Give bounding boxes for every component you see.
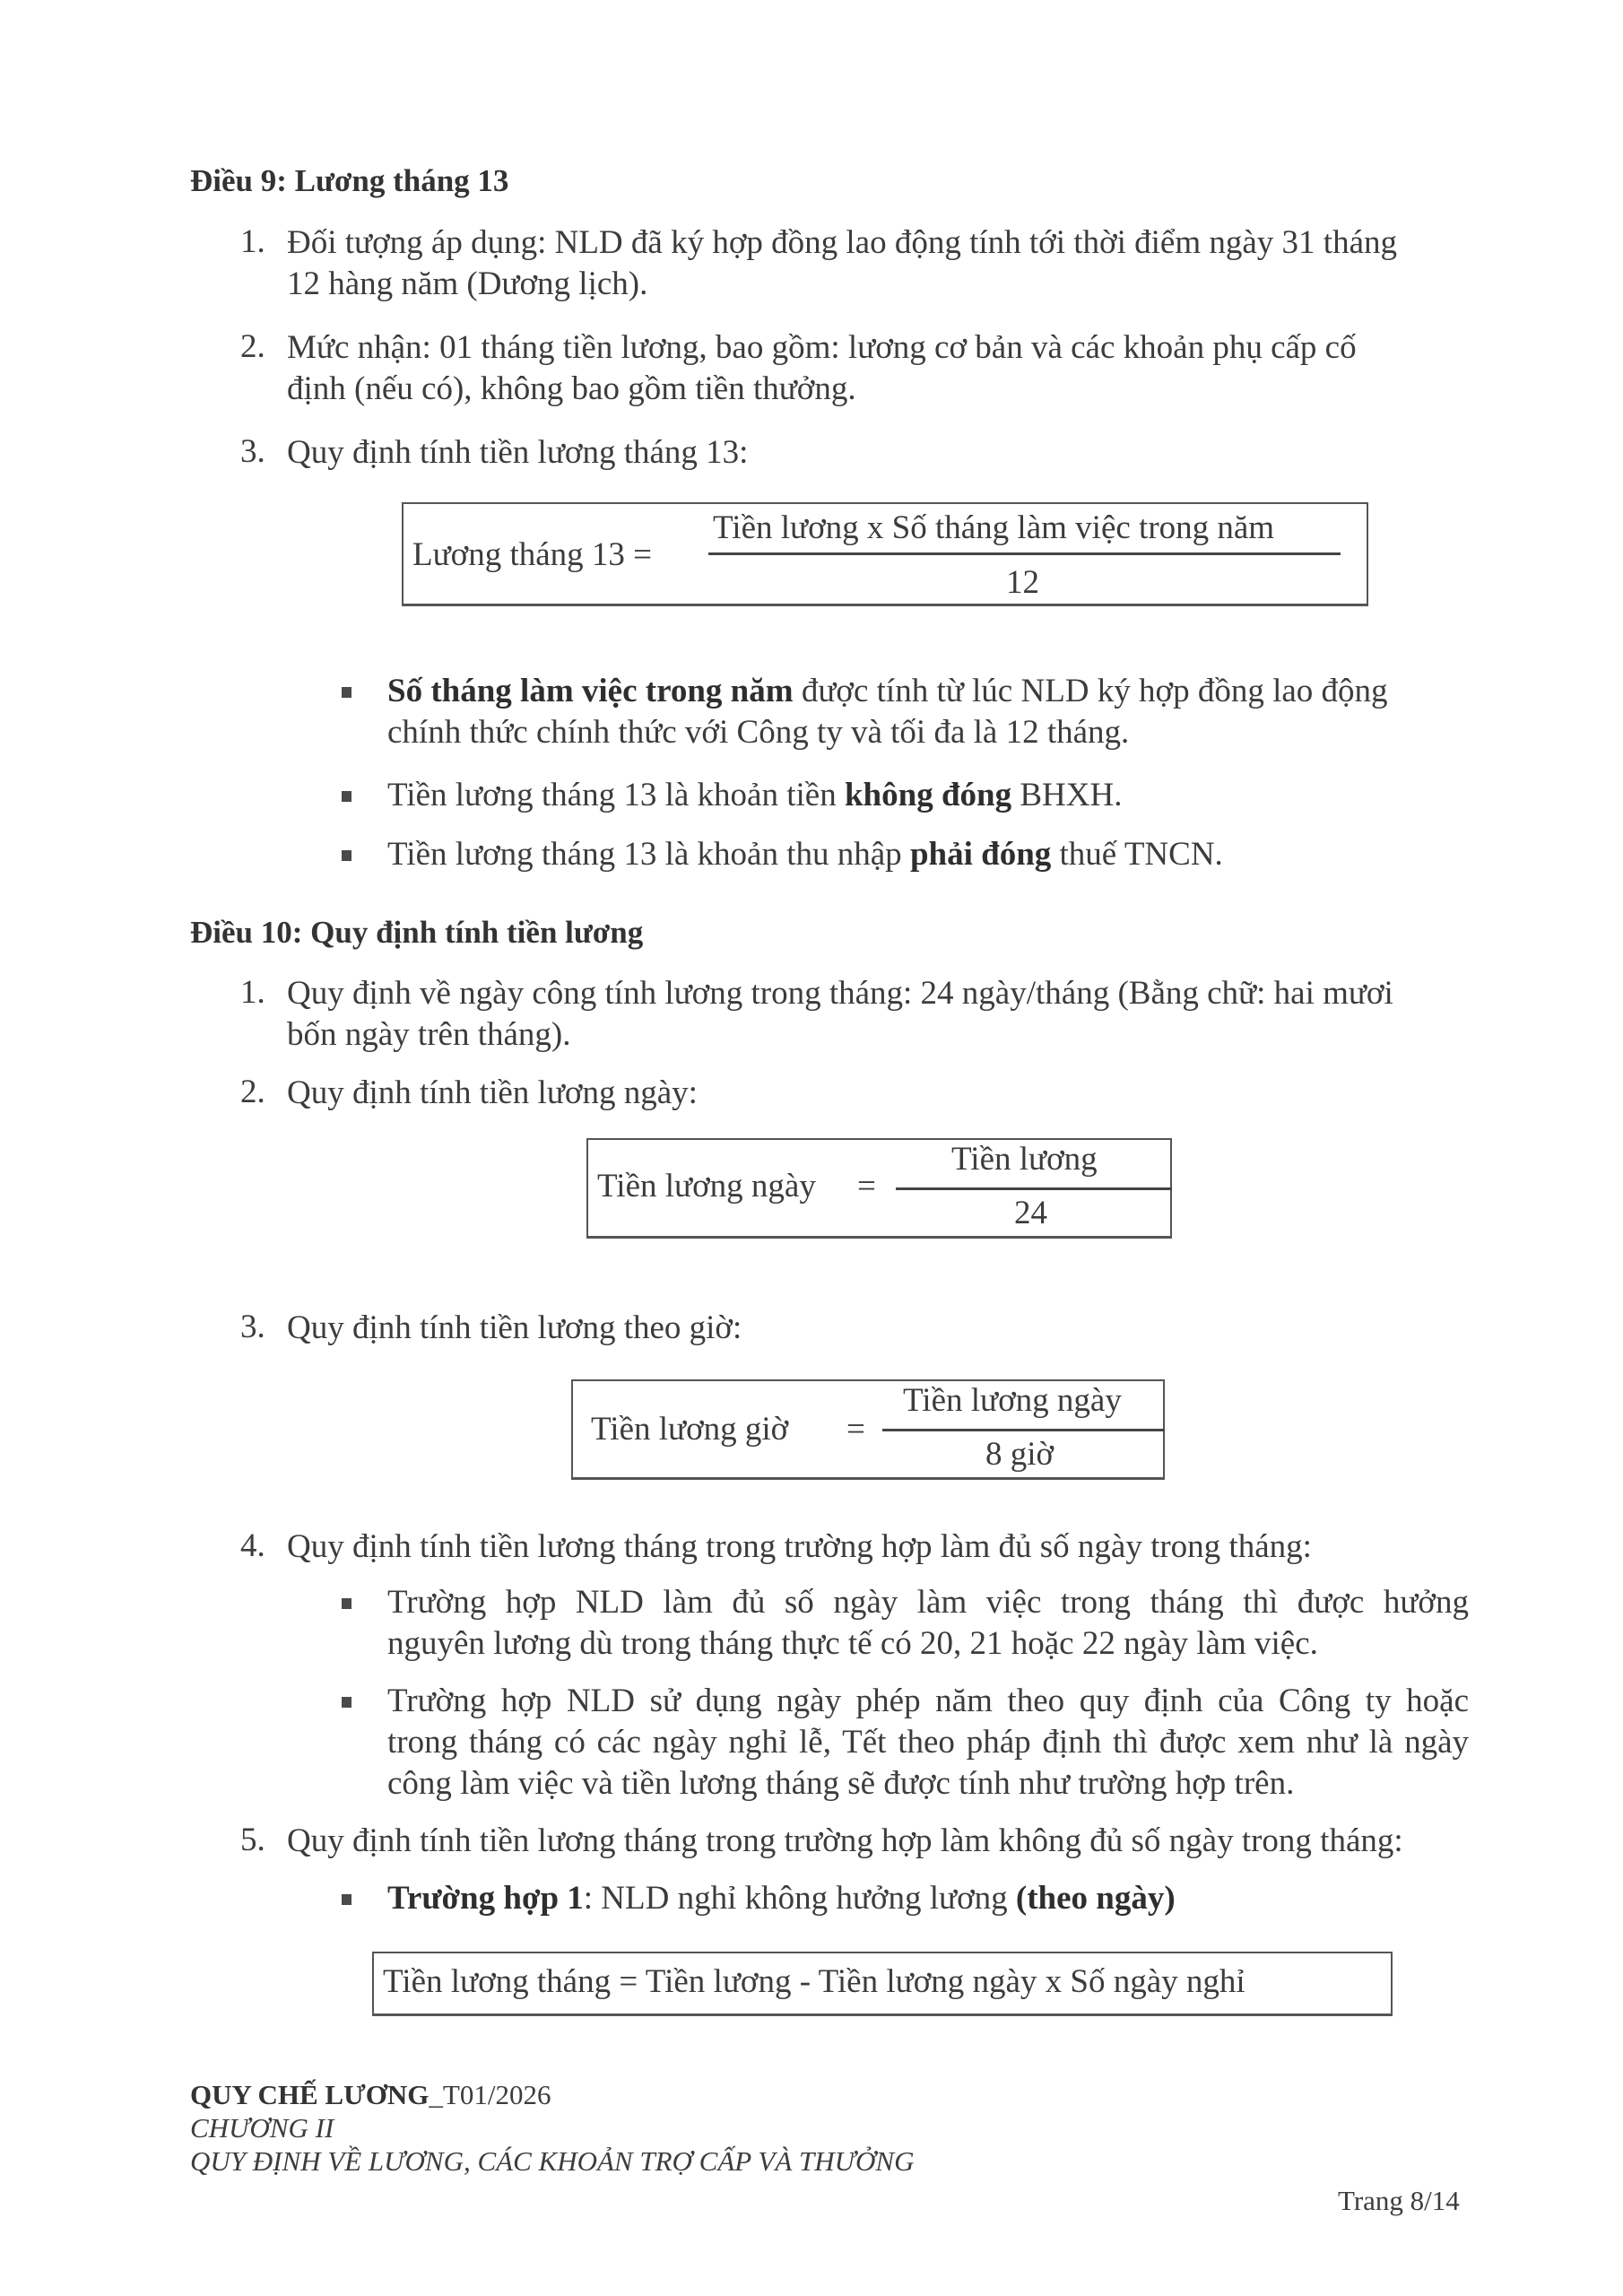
text: thuế TNCN. xyxy=(1051,836,1223,873)
article-10-title: Điều 10: Quy định tính tiền lương xyxy=(190,915,644,950)
bullet-item xyxy=(387,1878,1176,1919)
bullet-item xyxy=(387,834,1223,875)
text: được tính từ lúc NLD ký hợp đồng lao động xyxy=(793,673,1388,709)
formula-numerator: Tiền lương x Số tháng làm việc trong năm xyxy=(713,509,1275,546)
formula-numerator: Tiền lương xyxy=(951,1141,1098,1178)
article-9-title: Điều 9: Lương tháng 13 xyxy=(190,163,509,198)
list-item-line: Quy định về ngày công tính lương trong tháng: 24 ngày/tháng (Bằng chữ: hai mươi xyxy=(287,975,1393,1012)
bold-text: Trường hợp 1 xyxy=(387,1880,584,1917)
list-number: 5. xyxy=(240,1822,265,1858)
page-number: Trang 8/14 xyxy=(1338,2185,1460,2216)
list-item: Quy định tính tiền lương tháng trong trường hợp làm đủ số ngày trong tháng: xyxy=(287,1528,1312,1565)
text: Trường hợp NLD sử dụng ngày phép năm theo quy định của Công ty hoặc xyxy=(387,1683,1469,1719)
fraction-bar xyxy=(882,1429,1165,1431)
formula-denominator: 12 xyxy=(1006,564,1039,601)
text: trong tháng có các ngày nghỉ lễ, Tết theo pháp định thì được xem như là ngày xyxy=(387,1724,1469,1761)
list-item: Quy định tính tiền lương ngày: xyxy=(287,1074,698,1111)
fraction-bar xyxy=(896,1187,1172,1190)
text: BHXH. xyxy=(1011,777,1123,813)
formula-equals: = xyxy=(857,1168,876,1205)
list-number: 1. xyxy=(240,974,265,1011)
formula-hourly-wage-box xyxy=(571,1379,1165,1480)
bullet-item xyxy=(387,671,1388,753)
bold-text: phải đóng xyxy=(909,836,1052,873)
formula-lhs: Tiền lương ngày xyxy=(597,1168,816,1205)
list-item-line: Đối tượng áp dụng: NLD đã ký hợp đồng lao động tính tới thời điểm ngày 31 tháng xyxy=(287,224,1398,261)
bullet-item xyxy=(387,1681,1469,1805)
text: : NLD nghỉ không hưởng lương xyxy=(583,1880,1016,1917)
bold-text: Số tháng làm việc trong năm xyxy=(387,673,794,709)
list-number: 2. xyxy=(240,1074,265,1110)
list-item-line: 12 hàng năm (Dương lịch). xyxy=(287,265,648,302)
list-item-line: bốn ngày trên tháng). xyxy=(287,1016,571,1053)
formula-lhs: Lương tháng 13 = xyxy=(412,536,653,573)
bullet-icon xyxy=(342,791,352,802)
list-number: 3. xyxy=(240,433,265,470)
doc-name: QUY CHẾ LƯƠNG xyxy=(190,2079,430,2110)
formula-numerator: Tiền lương ngày xyxy=(903,1382,1122,1419)
text: công làm việc và tiền lương tháng sẽ được tính như trường hợp trên. xyxy=(387,1765,1295,1802)
list-item-line: Mức nhận: 01 tháng tiền lương, bao gồm: lương cơ bản và các khoản phụ cấp cố xyxy=(287,329,1357,366)
formula-equals: = xyxy=(846,1411,865,1448)
bullet-icon xyxy=(342,687,352,698)
list-item: Quy định tính tiền lương theo giờ: xyxy=(287,1309,742,1346)
bullet-icon xyxy=(342,1894,352,1905)
footer-doc-title xyxy=(190,2079,551,2111)
text: nguyên lương dù trong tháng thực tế có 20, 21 hoặc 22 ngày làm việc. xyxy=(387,1625,1318,1662)
footer-chapter: CHƯƠNG II xyxy=(190,2112,334,2144)
list-number: 4. xyxy=(240,1527,265,1564)
bullet-item xyxy=(387,1582,1469,1665)
list-item: Quy định tính tiền lương tháng 13: xyxy=(287,434,749,471)
formula-monthly-wage-box xyxy=(372,1952,1393,2016)
bold-text: không đóng xyxy=(844,777,1012,813)
formula-text: Tiền lương tháng = Tiền lương - Tiền lương ngày x Số ngày nghỉ xyxy=(383,1963,1245,2000)
bullet-item xyxy=(387,775,1122,816)
list-number: 2. xyxy=(240,328,265,365)
list-item xyxy=(287,973,1393,1056)
list-item: Quy định tính tiền lương tháng trong trường hợp làm không đủ số ngày trong tháng: xyxy=(287,1822,1403,1859)
text: chính thức chính thức với Công ty và tối đa là 12 tháng. xyxy=(387,714,1130,751)
formula-lhs: Tiền lương giờ xyxy=(591,1411,789,1448)
footer-chapter-title: QUY ĐỊNH VỀ LƯƠNG, CÁC KHOẢN TRỢ CẤP VÀ THƯỞNG xyxy=(190,2145,915,2177)
formula-daily-wage-box xyxy=(586,1138,1172,1239)
formula-13th-month-box xyxy=(402,502,1368,606)
list-number: 3. xyxy=(240,1309,265,1345)
formula-denominator: 8 giờ xyxy=(985,1436,1055,1473)
fraction-bar xyxy=(708,552,1341,555)
text: Tiền lương tháng 13 là khoản thu nhập xyxy=(387,836,910,873)
bold-text: (theo ngày) xyxy=(1015,1880,1176,1917)
text: Tiền lương tháng 13 là khoản tiền xyxy=(387,777,845,813)
list-item-line: định (nếu có), không bao gồm tiền thưởng. xyxy=(287,370,856,407)
text: Trường hợp NLD làm đủ số ngày làm việc trong tháng thì được hưởng xyxy=(387,1584,1469,1621)
bullet-icon xyxy=(342,1697,352,1708)
list-item xyxy=(287,327,1357,410)
bullet-icon xyxy=(342,850,352,861)
doc-code: _T01/2026 xyxy=(429,2079,551,2110)
formula-denominator: 24 xyxy=(1014,1195,1047,1231)
list-item xyxy=(287,222,1397,305)
bullet-icon xyxy=(342,1598,352,1609)
list-number: 1. xyxy=(240,223,265,260)
